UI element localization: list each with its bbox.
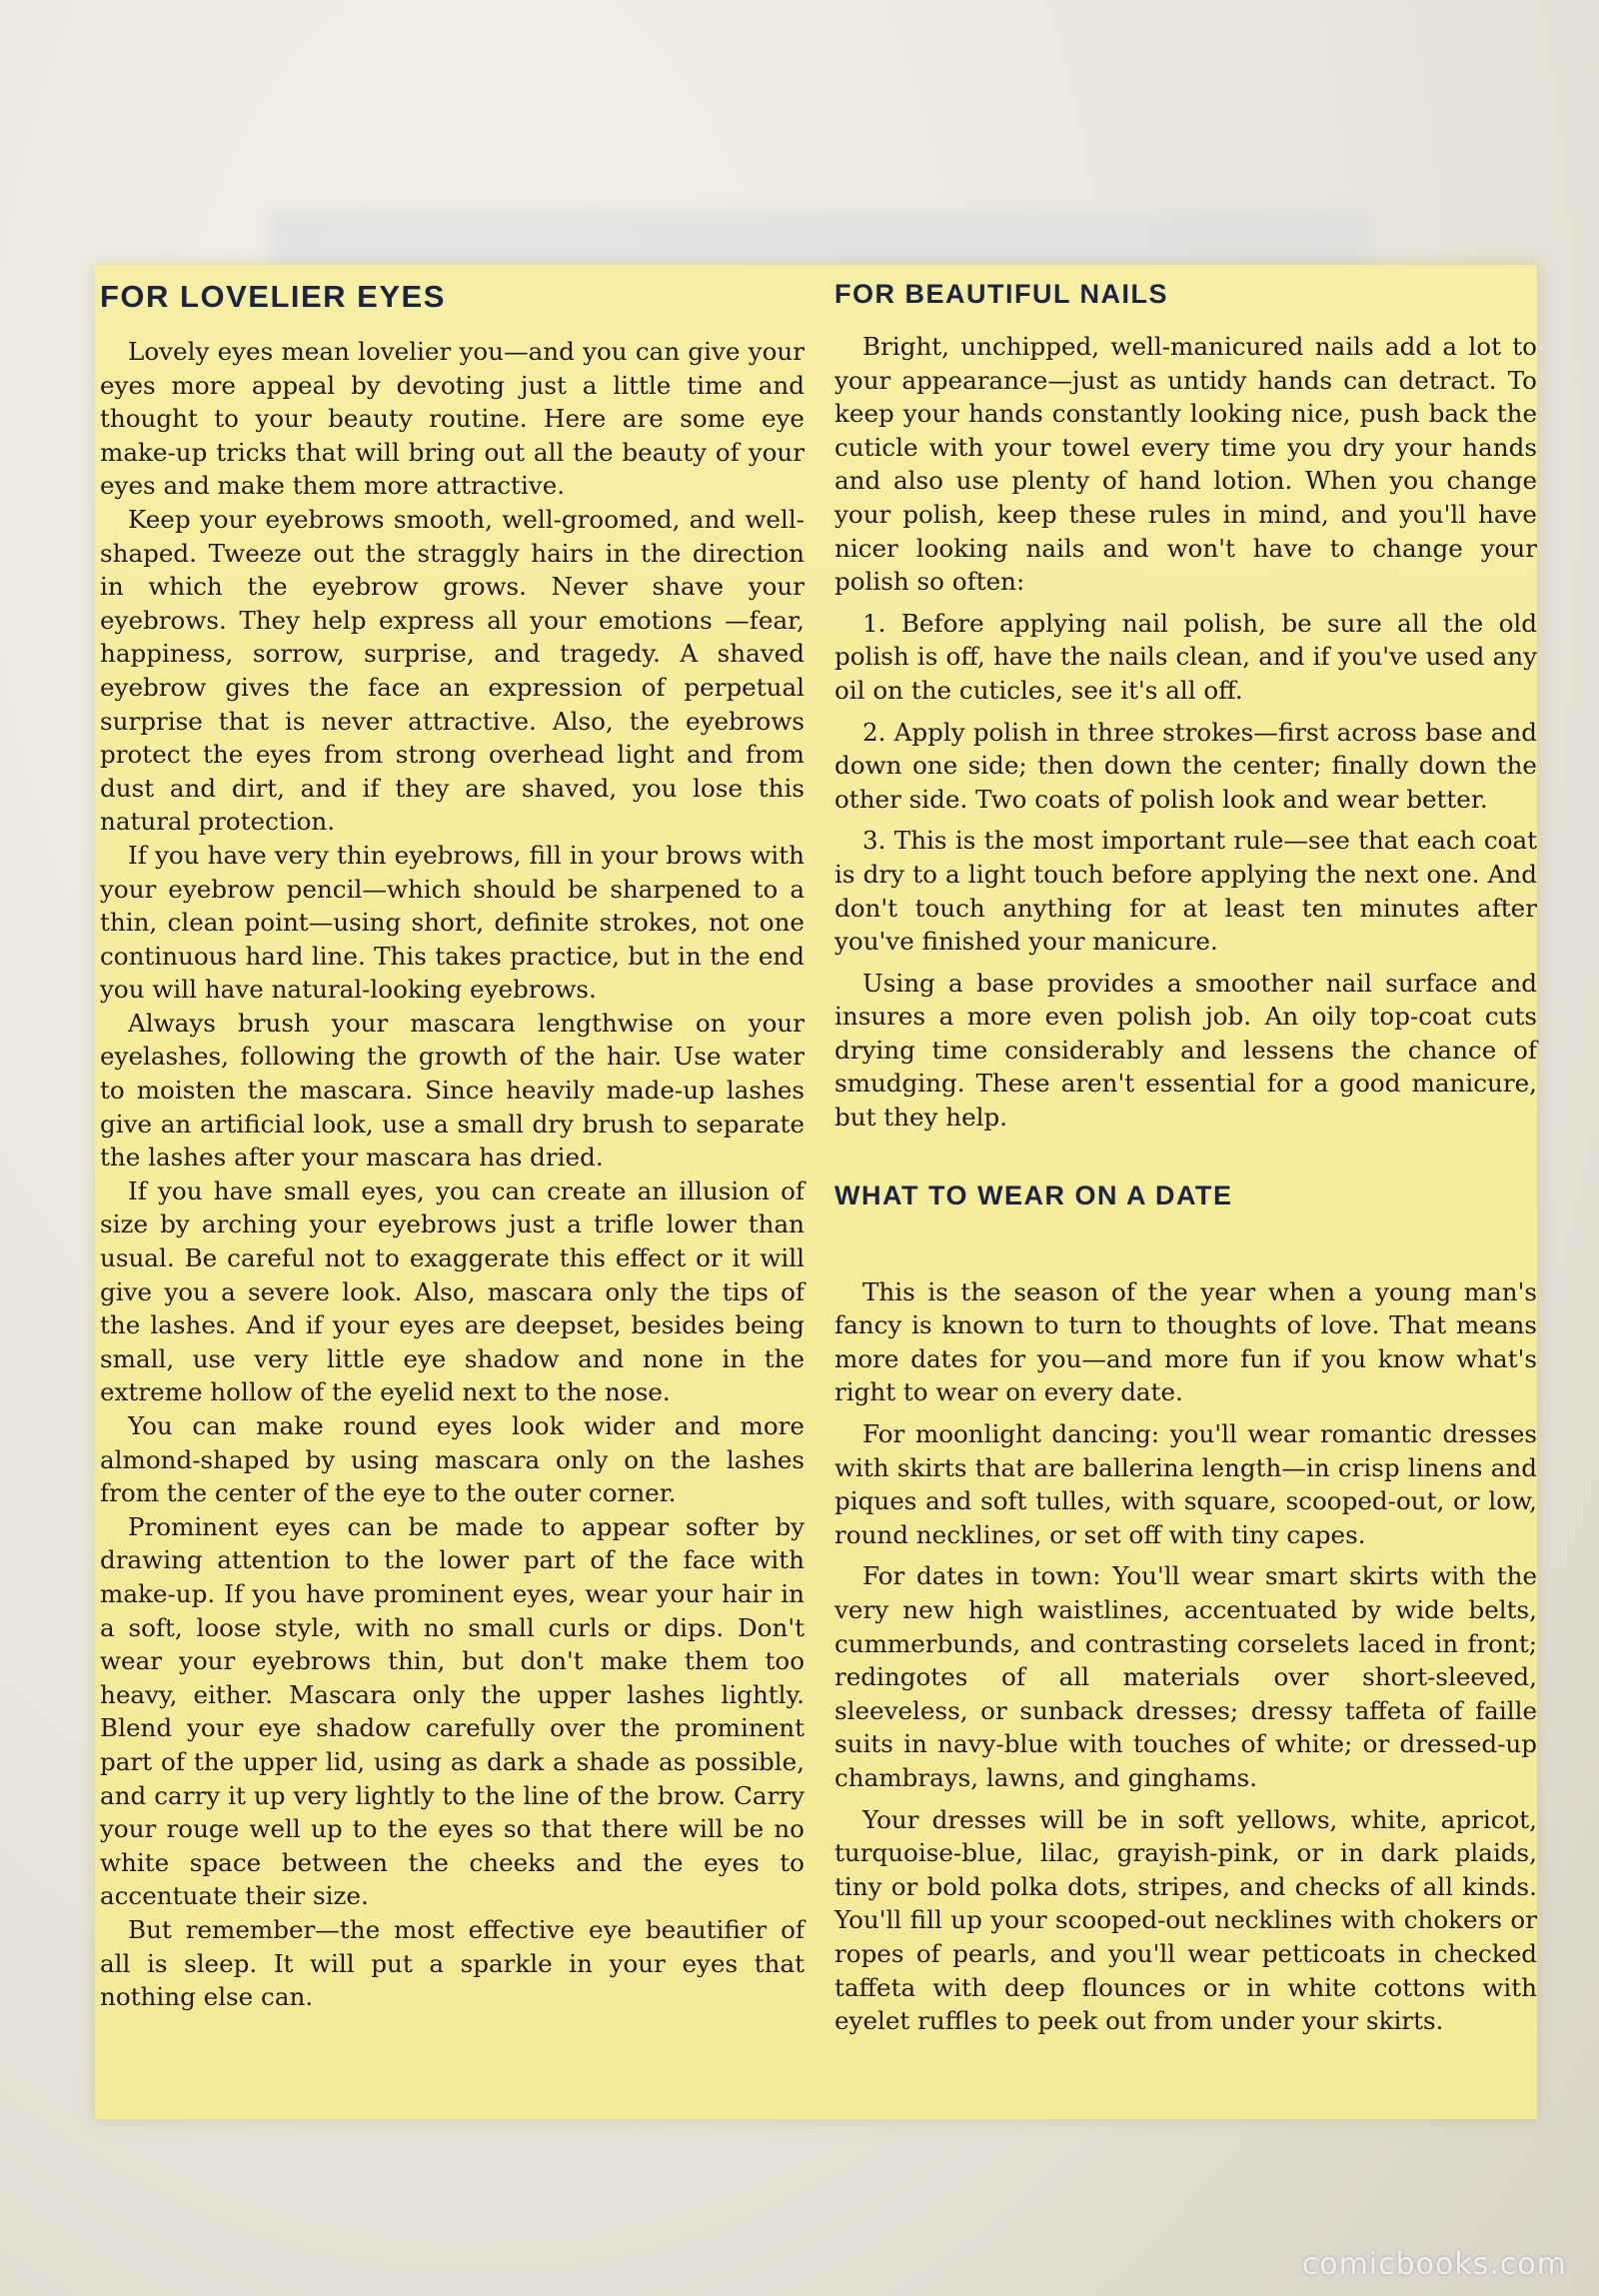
date-paragraph: For dates in town: You'll wear smart skirts with the very new high waistlines, accentuated by wide belts, cummerbunds, and contrasting corselets laced in front; redingotes of all materials over short-sleeved, sleeveless, or sunback dresses; dressy taffeta of faille suits in navy-blue with touches of white; or dressed-up chambrays, lawns, and ginghams. — [834, 1561, 1537, 1792]
eyes-paragraph: If you have small eyes, you can create an illusion of size by arching your eyebrows just a trifle lower than usual. Be careful not to exaggerate this effect or it will give you a severe look. Also, mascara only the tips of the lashes. And if your eyes are deepset, besides being small, use very little eye shadow and none in the extreme hollow of the eyelid next to the nose. — [100, 1175, 804, 1407]
eyes-paragraph: Keep your eyebrows smooth, well-groomed, and well-shaped. Tweeze out the straggly hairs in the direction in which the eyebrow grows. Never shave your eyebrows. They help express all your emotions —fear, happiness, sorrow, surprise, and tragedy. A shaved eyebrow gives the face an expression of perpetual surprise that is never attractive. Also, the eyebrows protect the eyes from strong overhead light and from dust and dirt, and if they are shaved, you lose this natural protection. — [100, 504, 804, 837]
faded-title-bleed — [270, 210, 1369, 270]
nails-rule: 1. Before applying nail polish, be sure all the old polish is off, have the nails clean, and if you've used any oil on the cuticles, see it's all off. — [834, 608, 1537, 705]
eyes-paragraph: If you have very thin eyebrows, fill in your brows with your eyebrow pencil—which should be sharpened to a thin, clean point—using short, definite strokes, not one continuous hard line. This takes practice, but in the end you will have natural-looking eyebrows. — [100, 840, 804, 1005]
left-column — [95, 265, 804, 2119]
article-panel — [95, 265, 1537, 2119]
section-spacer — [834, 1231, 1537, 1275]
eyes-paragraph: Lovely eyes mean lovelier you—and you can give your eyes more appeal by devoting just a little time and thought to your beauty routine. Here are some eye make-up tricks that will bring out all the beauty of your eyes and make them more attractive. — [100, 337, 804, 501]
eyes-paragraph: Always brush your mascara lengthwise on your eyelashes, following the growth of the hair. Use water to moisten the mascara. Since heavily made-up lashes give an artificial look, use a small dry brush to separate the lashes after your mascara has dried. — [100, 1008, 804, 1172]
section-spacer — [834, 1135, 1537, 1174]
nails-intro: Bright, unchipped, well-manicured nails add a lot to your appearance—just as untidy hands can detract. To keep your hands constantly looking nice, push back the cuticle with your towel every time you dry your hands and also use plenty of hand lotion. When you change your polish, keep these rules in mind, and you'll have nicer looking nails and won't have to change your polish so often: — [834, 332, 1537, 597]
nails-rule: 2. Apply polish in three strokes—first across base and down one side; then down the center; finally down the other side. Two coats of polish look and wear better. — [834, 717, 1537, 814]
eyes-heading: FOR LOVELIER EYES — [100, 279, 446, 314]
nails-outro: Using a base provides a smoother nail surface and insures a more even polish job. An oily top-coat cuts drying time considerably and lessens the chance of smudging. These aren't essential for a good manicure, but they help. — [834, 968, 1537, 1133]
date-paragraph: For moonlight dancing: you'll wear romantic dresses with skirts that are ballerina length—in crisp linens and piques and soft tulles, with square, scooped-out, or low, round necklines, or set off with tiny capes. — [834, 1419, 1537, 1549]
date-paragraph: Your dresses will be in soft yellows, white, apricot, turquoise-blue, lilac, grayish-pink, or in dark plaids, tiny or bold polka dots, stripes, and checks of all kinds. You'll fill up your scooped-out necklines with chokers or ropes of pearls, and you'll wear petticoats in checked taffeta with deep flounces or in white cottons with eyelet ruffles to peek out from under your skirts. — [834, 1804, 1537, 2036]
nails-heading: FOR BEAUTIFUL NAILS — [834, 279, 1168, 309]
eyes-paragraph: Prominent eyes can be made to appear softer by drawing attention to the lower part of the face with make-up. If you have prominent eyes, wear your hair in a soft, loose style, with no small curls or dips. Don't wear your eyebrows thin, but don't make them too heavy, either. Mascara only the upper lashes lightly. Blend your eye shadow carefully over the prominent part of the upper lid, using as dark a shade as possible, and carry it up very lightly to the line of the brow. Carry your rouge well up to the eyes so that there will be no white space between the cheeks and the eyes to accentuate their size. — [100, 1511, 804, 1911]
date-paragraph: This is the season of the year when a young man's fancy is known to turn to thoughts of love. That means more dates for you—and more fun if you know what's right to wear on every date. — [834, 1276, 1537, 1407]
site-watermark: comicbooks.com — [1301, 2247, 1567, 2282]
right-column — [829, 265, 1537, 2119]
eyes-paragraph: You can make round eyes look wider and more almond-shaped by using mascara only on the lashes from the center of the eye to the outer corner. — [100, 1411, 804, 1508]
nails-rule: 3. This is the most important rule—see that each coat is dry to a light touch before applying the next one. And don't touch anything for at least ten minutes after you've finished your manicure. — [834, 826, 1537, 957]
date-heading: WHAT TO WEAR ON A DATE — [834, 1179, 1233, 1210]
eyes-paragraph: But remember—the most effective eye beautifier of all is sleep. It will put a sparkle in your eyes that nothing else can. — [100, 1914, 804, 2012]
